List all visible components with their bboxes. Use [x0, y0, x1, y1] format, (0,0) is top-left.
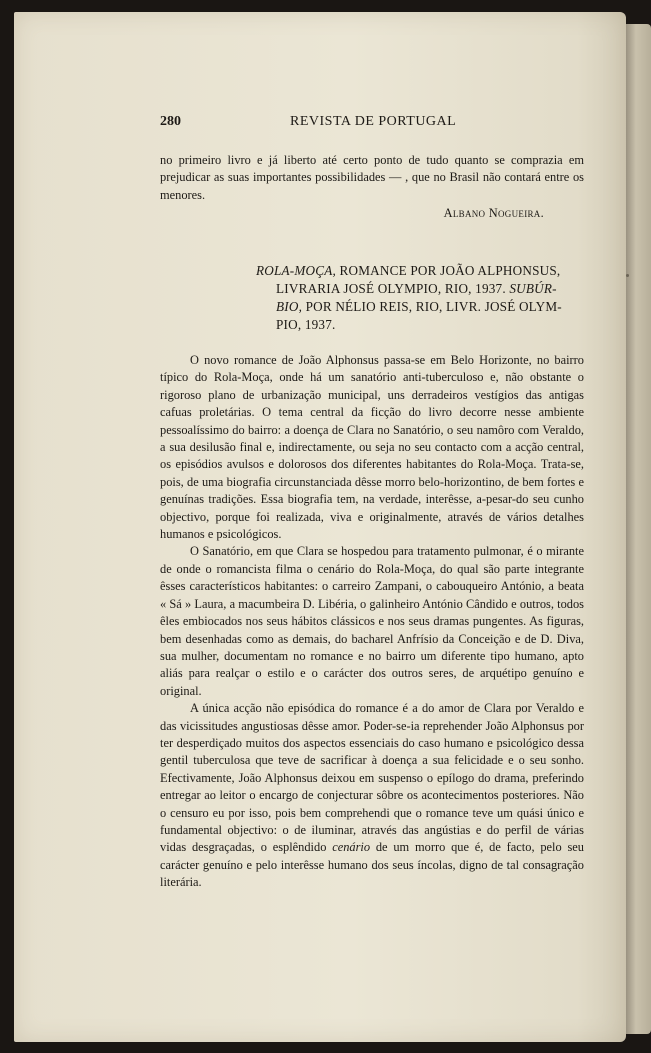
body-paragraph-2: O Sanatório, em que Clara se hospedou para tratamento pulmonar, é o mirante de onde o romancista filma o cenário do Rola-Moça, do qual são parte integrante êsses característicos habitantes: o carreiro Zampani, o cabouqueiro António, a beata « Sá » Laura, a macumbeira D. Libéria, o galinheiro António Cândido e outros, todos êles embiocados nos seus hábitos clássicos e nos seus dramas pungentes. As figuras, bem desenhadas como as demais, do bacharel Anfrísio da Conceição e de D. Diva, sua mulher, documentam no romance e no bairro um diferente tipo humano, apto aliás para realçar o estilo e o carácter dos outros seres, de arquétipo genuíno e original. [160, 544, 584, 698]
review-title-rola-moca: ROLA-MOÇA, [256, 263, 337, 278]
body-paragraph-3 [160, 700, 584, 891]
intro-paragraph: no primeiro livro e já liberto até certo ponto de tudo quanto se comprazia em prejudicar as suas importantes possibilidades — , que no Brasil não contará entre os menores. [160, 153, 584, 202]
review-heading-line-2 [256, 280, 584, 298]
review-heading-line-1 [256, 262, 584, 280]
review-heading-line-1-rest: ROMANCE POR JOÃO ALPHONSUS, [336, 263, 561, 278]
author-signature: Albano Nogueira. [443, 206, 544, 220]
running-header [160, 114, 590, 136]
body-paragraph-3-end: de um morro que é, de facto, pelo seu carácter genuíno e pelo interêsse humano dos seus íncolas, digno de tal consagração literária. [160, 840, 584, 890]
review-title-suburbio-start: SUBÚR- [505, 281, 557, 296]
review-heading-line-4: PIO, 1937. [276, 317, 336, 332]
body-paragraph-3-start: A única acção não episódica do romance é a do amor de Clara por Veraldo e das vicissitudes angustiosas dêsse amor. Poder-se-ia reprehender João Alphonsus por ter desperdiçado muitos dos aspectos essenciais do caso humano e psicológico dessa gentil tuberculosa que teve de sacrificar à doença a sua felicidade e o seu sonho. Efectivamente, João Alphonsus deixou em suspenso o epílogo do drama, preferindo entregar ao leitor o encargo de conjecturar sôbre os acontecimentos posteriores. Não o censuro eu por isso, pois bem comprehendi que o romance teve um quási único e fundamental objectivo: o de iluminar, através das angústias e do perfil de várias vidas desgraçadas, o esplêndido [160, 701, 584, 855]
review-heading-line-3 [256, 298, 584, 316]
review-heading [256, 262, 584, 334]
review-title-suburbio-end: BIO, [276, 299, 303, 314]
book-page-edge [626, 24, 651, 1034]
page-number: 280 [160, 114, 181, 129]
review-heading-line-3-rest: POR NÉLIO REIS, RIO, LIVR. JOSÉ OLYM- [302, 299, 562, 314]
page-edge-mark [626, 274, 629, 277]
body-paragraph-1: O novo romance de João Alphonsus passa-se em Belo Horizonte, no bairro típico do Rola-Moça, onde há um sanatório anti-tuberculoso e, não obstante o rigoroso plano de urbanização municipal, uns derradeiros vestígios das antigas cafuas proletárias. O tema central da ficção do livro decorre nesse ambiente pessoalíssimo do bairro: a doença de Clara no Sanatório, o seu namôro com Veraldo, a sua desilusão final e, indirectamente, ou seja no seu contacto com a acção central, os episódios avulsos e dolorosos dos diferentes habitantes do Rola-Moça. Trata-se, pois, de uma biografia circunstanciada dêsse morro belo-horizontino, de bem fortes e genuínas tradições. Essa biografia tem, na verdade, interêsse, a-pesar-do seu cunho objectivo, porque foi realizada, viva e originalmente, através de vários detalhes humanos e psicológicos. [160, 353, 584, 542]
running-title: REVISTA DE PORTUGAL [290, 114, 457, 129]
body-italic-cenario: cenário [332, 840, 371, 855]
review-heading-line-2-text: LIVRARIA JOSÉ OLYMPIO, RIO, 1937. [276, 281, 506, 296]
review-body [160, 352, 584, 892]
